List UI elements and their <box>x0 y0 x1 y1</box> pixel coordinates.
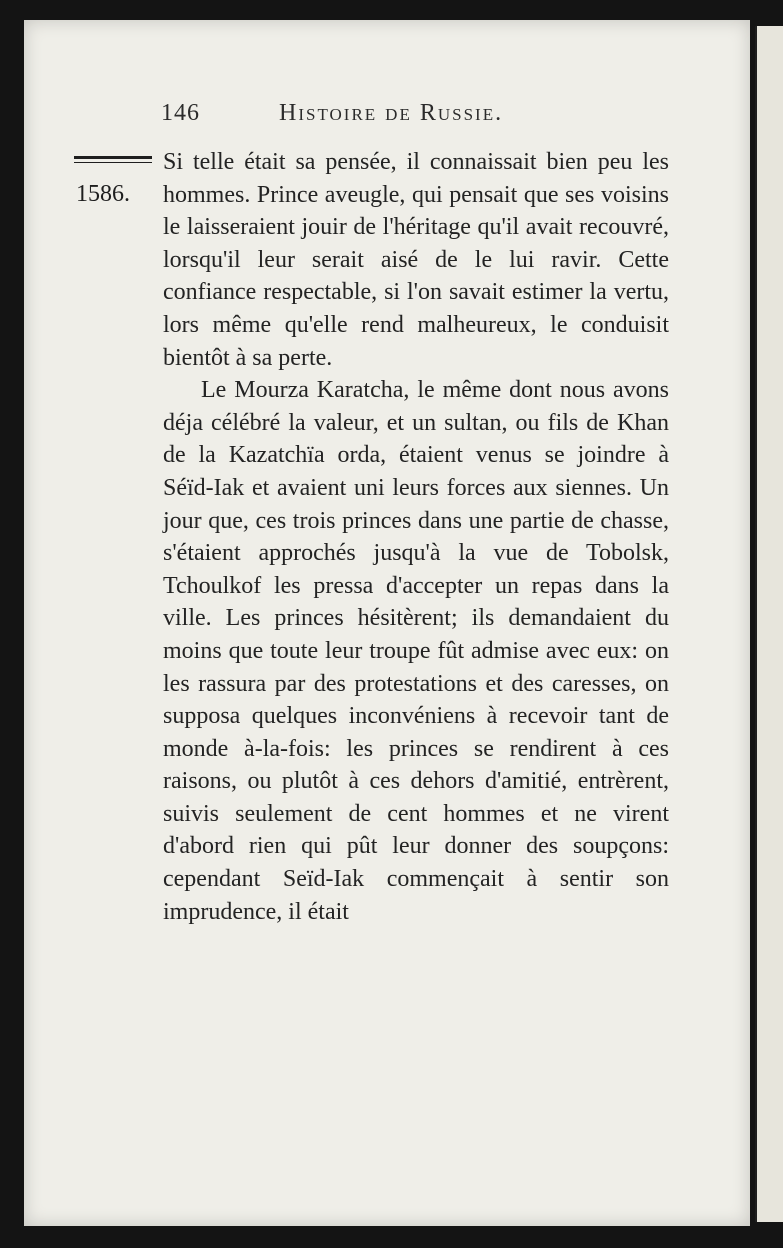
page-header <box>161 100 561 130</box>
paragraph-2: Le Mourza Karatcha, le même dont nous avons déja célébré la valeur, et un sultan, ou fils de Khan de la Kazatchïa orda, étaient venus se joindre à Séïd-Iak et avaient uni leurs forces aux siennes. Un jour que, ces trois princes dans une partie de chasse, s'étaient approchés jusqu'à la vue de Tobolsk, Tchoulkof les pressa d'accepter un repas dans la ville. Les princes hésitèrent; ils demandaient du moins que toute leur troupe fût admise avec eux: on les rassura par des protestations et des caresses, on supposa quelques inconvéniens à recevoir tant de monde à-la-fois: les princes se rendirent à ces raisons, ou plutôt à ces dehors d'amitié, entrèrent, suivis seulement de cent hommes et ne virent d'abord rien qui pût leur donner des soupçons: cependant Seïd-Iak commençait à sentir son imprudence, il était <box>163 377 669 925</box>
paragraph-1: Si telle était sa pensée, il connaissait bien peu les hommes. Prince aveugle, qui pensait que ses voisins le laisseraient jouir de l'héritage qu'il avait recouvré, lorsqu'il leur serait aisé de le lui ravir. Cette confiance respectable, si l'on savait estimer la vertu, lors même qu'elle rend malheureux, le conduisit bientôt à sa perte. <box>163 149 669 371</box>
margin-year: 1586. <box>76 181 130 207</box>
running-title: Histoire de Russie. <box>279 100 504 126</box>
page-number: 146 <box>161 100 200 126</box>
adjacent-page-edge <box>755 26 783 1222</box>
margin-rule <box>74 156 152 159</box>
body-text <box>163 146 669 928</box>
margin-rule-thin <box>74 162 152 163</box>
